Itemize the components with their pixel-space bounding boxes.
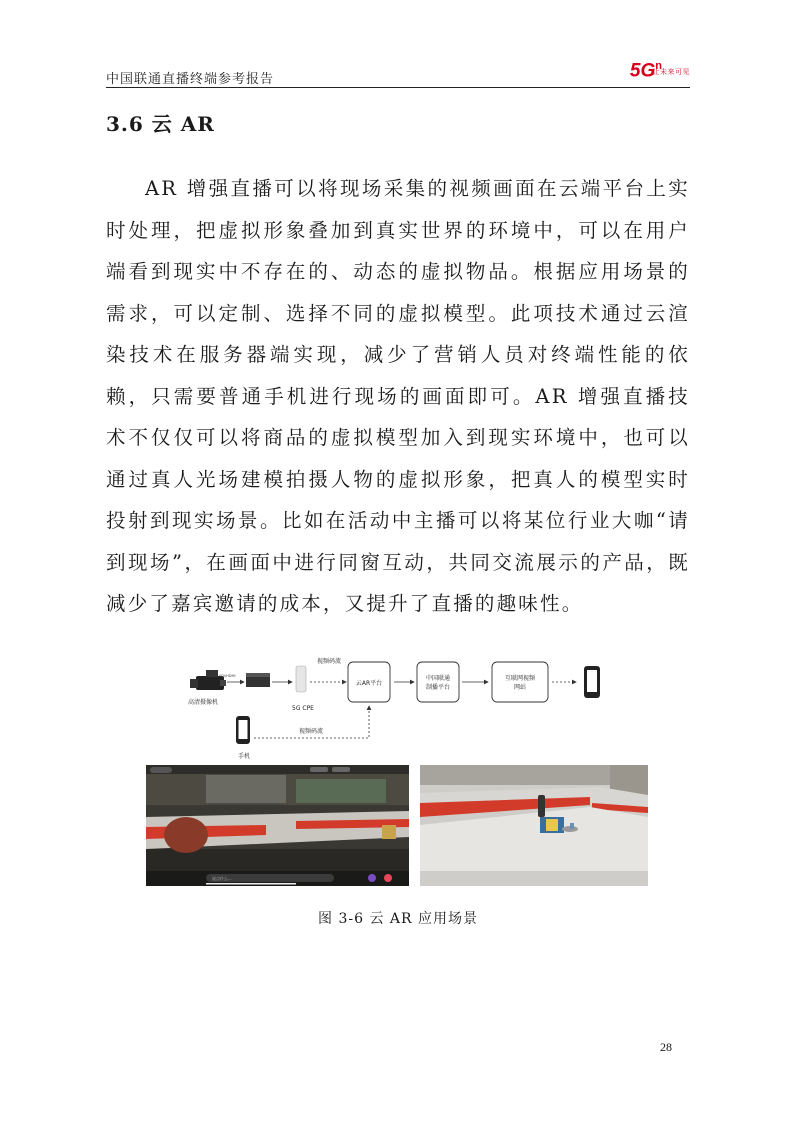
cpe-label: 5G CPE <box>292 705 314 712</box>
broadcast-label-line1: 中国联通 <box>425 675 451 682</box>
internet-site-node <box>492 662 548 702</box>
logo-mark: 5G <box>629 60 656 82</box>
encoder-icon <box>246 673 270 687</box>
internet-label-line1: 互联网视频 <box>504 675 536 682</box>
header-title: 中国联通直播终端参考报告 <box>106 72 275 87</box>
stream-label-top: 视频码流 <box>317 658 342 665</box>
stream-label-bottom: 视频码流 <box>299 728 324 735</box>
logo-superscript: n <box>655 60 662 72</box>
ar-scene-photo <box>420 765 648 886</box>
broadcast-label-line2: 制播平台 <box>425 684 451 691</box>
live-stream-photo <box>146 765 409 886</box>
sender-phone-icon <box>236 716 250 744</box>
phone-label: 手机 <box>238 753 251 760</box>
video-camera-icon <box>190 670 226 690</box>
section-heading <box>106 108 215 137</box>
header-divider <box>106 87 690 88</box>
office-scene-image <box>146 765 409 886</box>
section-number: 3.6 <box>106 112 144 136</box>
viewer-phone-icon <box>584 666 600 698</box>
figure-caption: 图 3-6 云 AR 应用场景 <box>318 911 478 927</box>
section-title: 云 AR <box>151 112 215 136</box>
internet-label-line2: 网站 <box>513 684 527 691</box>
camera-label: 高清摄像机 <box>188 699 219 706</box>
chat-input-text: 说点什么... <box>212 876 232 881</box>
body-paragraph: AR 增强直播可以将现场采集的视频画面在云端平台上实时处理，把虚拟形象叠加到真实世界的环境中，可以在用户端看到现实中不存在的、动态的虚拟物品。根据应用场景的需求，可以定制、选择不同的虚拟模型。此项技术通过云渲染技术在服务器端实现，减少了营销人员对终端性能的依赖，只需要普通手机进行现场的画面即可。AR 增强直播技术不仅仅可以将商品的虚拟模型加入到现实环境中，也可以通过真人光场建模拍摄人物的虚拟形象，把真人的模型实时投射到现实场景。比如在活动中主播可以将某位行业大咖“请到现场”，在画面中进行同窗互动，共同交流展示的产品，既减少了嘉宾邀请的成本，又提升了直播的趣味性。 <box>106 177 690 615</box>
flow-diagram <box>106 640 690 765</box>
cpe-icon <box>296 666 306 692</box>
logo-tagline: 让未来可见 <box>652 69 690 76</box>
page-number: 28 <box>660 1040 672 1054</box>
broadcast-platform-node <box>417 662 459 702</box>
body-text <box>106 168 690 625</box>
figure <box>106 640 690 940</box>
ar-desk-image <box>420 765 648 886</box>
page-header <box>106 62 690 88</box>
cable-label: SDI/HDMI <box>219 674 236 678</box>
cloud-ar-label: 云AR平台 <box>355 680 383 687</box>
